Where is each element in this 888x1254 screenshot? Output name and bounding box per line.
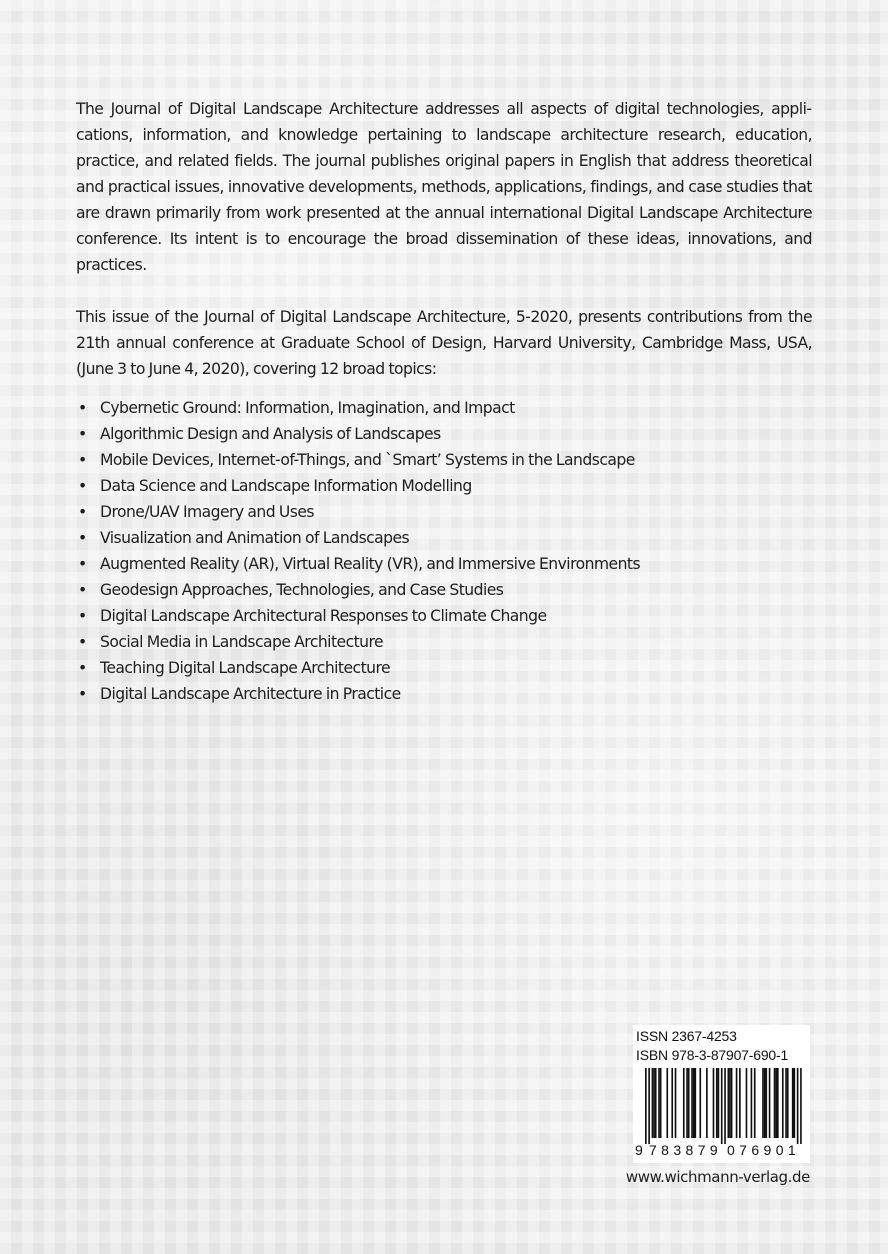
barcode-bar [699,1068,701,1138]
list-item [76,447,812,473]
topic-text: Algorithmic Design and Analysis of Landscapes [100,425,441,443]
barcode-digit-right-group: 076901 [727,1142,801,1158]
topic-text: Mobile Devices, Internet-of-Things, and `Smart’ Systems in the Landscape [100,451,635,469]
barcode-bar [794,1068,796,1138]
bullet-icon: • [78,659,87,677]
issue-description: This issue of the Journal of Digital Landscape Architecture, 5-2020, presents contributions from the 21th annual conference at Graduate School of Design, Harvard University, Cambridge Mass, USA, (June 3 to June 4, 2020), covering 12 broad topics: [76,308,812,378]
bullet-icon: • [78,685,87,703]
list-item [76,473,812,499]
bullet-icon: • [78,503,87,521]
barcode-bar [655,1068,657,1138]
barcode-bar [691,1068,693,1138]
barcode-bar [695,1068,697,1138]
barcode-guard-bar [721,1068,723,1144]
barcode-bar [658,1068,660,1138]
barcode-bar [688,1068,690,1138]
issn-number: ISSN 2367-4253 [636,1028,737,1044]
list-item [76,603,812,629]
bullet-icon: • [78,633,87,651]
barcode-guard-bar [797,1068,799,1144]
barcode-bar [775,1068,777,1138]
topic-text: Visualization and Animation of Landscapes [100,529,410,547]
topic-text: Social Media in Landscape Architecture [100,633,384,651]
barcode-icon [633,1068,810,1144]
list-item [76,499,812,525]
list-item [76,655,812,681]
bullet-icon: • [78,555,87,573]
barcode-bar [762,1068,764,1138]
bullet-icon: • [78,607,87,625]
list-item [76,551,812,577]
barcode-digits [633,1142,810,1162]
bullet-icon: • [78,477,87,495]
barcode-bar [713,1068,715,1138]
topic-text: Digital Landscape Architecture in Practice [100,685,401,703]
back-cover-content [76,96,812,707]
list-item [76,421,812,447]
barcode-bar [782,1068,784,1138]
barcode-bar [754,1068,756,1138]
barcode-bar [764,1068,766,1138]
publisher-url[interactable]: www.wichmann-verlag.de [625,1168,810,1186]
barcode-bar [718,1068,720,1138]
barcode-bar [675,1068,677,1138]
topic-text: Drone/UAV Imagery and Uses [100,503,314,521]
barcode-bar [693,1068,695,1138]
topic-text: Digital Landscape Architectural Responses to Climate Change [100,607,547,625]
barcode-bar [736,1068,738,1138]
barcode-guard-bar [800,1068,802,1144]
topic-text: Geodesign Approaches, Technologies, and Case Studies [100,581,504,599]
barcode-bar [653,1068,655,1138]
barcode-bar [777,1068,779,1138]
list-item [76,629,812,655]
journal-description: The Journal of Digital Landscape Architecture addresses all aspects of digital technologies, applications, information, and knowledge pertaining to landscape architecture research, education, practice, and related fields. The journal publishes original papers in English that address theoretical and practical issues, innovative developments, methods, applications, findings, and case studies that are drawn primarily from work presented at the annual international Digital Landscape Architecture conference. Its intent is to encourage the broad dissemination of these ideas, innovations, and practices. [76,100,812,274]
topic-list [76,395,812,707]
barcode-bar [683,1068,685,1138]
topic-text: Cybernetic Ground: Information, Imagination, and Impact [100,399,515,417]
barcode-bar [671,1068,673,1138]
barcode-bar [769,1068,771,1138]
barcode-bar [686,1068,688,1138]
list-item [76,525,812,551]
barcode-label [633,1025,810,1163]
barcode-bar [660,1068,662,1138]
barcode-bar [652,1068,654,1138]
barcode-bar [729,1068,731,1138]
list-item [76,577,812,603]
list-item [76,681,812,707]
barcode-bar [728,1068,730,1138]
barcode-bar [731,1068,733,1138]
barcode-bar [787,1068,789,1138]
isbn-number: ISBN 978-3-87907-690-1 [636,1047,789,1063]
barcode-bar [765,1068,767,1138]
topic-text: Teaching Digital Landscape Architecture [100,659,391,677]
barcode-bar [751,1068,753,1138]
list-item [76,395,812,421]
topic-text: Augmented Reality (AR), Virtual Reality (VR), and Immersive Environments [100,555,641,573]
bullet-icon: • [78,529,87,547]
barcode-guard-bar [648,1068,650,1144]
barcode-bar [739,1068,741,1138]
barcode-bar [774,1068,776,1138]
bullet-icon: • [78,425,87,443]
bullet-icon: • [78,451,87,469]
barcode-bar [792,1068,794,1138]
barcode-bar [785,1068,787,1138]
barcode-digit-lead: 9 [635,1142,643,1158]
bullet-icon: • [78,399,87,417]
barcode-bar [746,1068,748,1138]
barcode-guard-bar [645,1068,647,1144]
topic-text: Data Science and Landscape Information Modelling [100,477,472,495]
barcode-guard-bar [724,1068,726,1144]
barcode-bar [716,1068,718,1138]
barcode-bar [666,1068,668,1138]
barcode-digit-left-group: 783879 [649,1142,723,1158]
barcode-bar [706,1068,708,1138]
bullet-icon: • [78,581,87,599]
